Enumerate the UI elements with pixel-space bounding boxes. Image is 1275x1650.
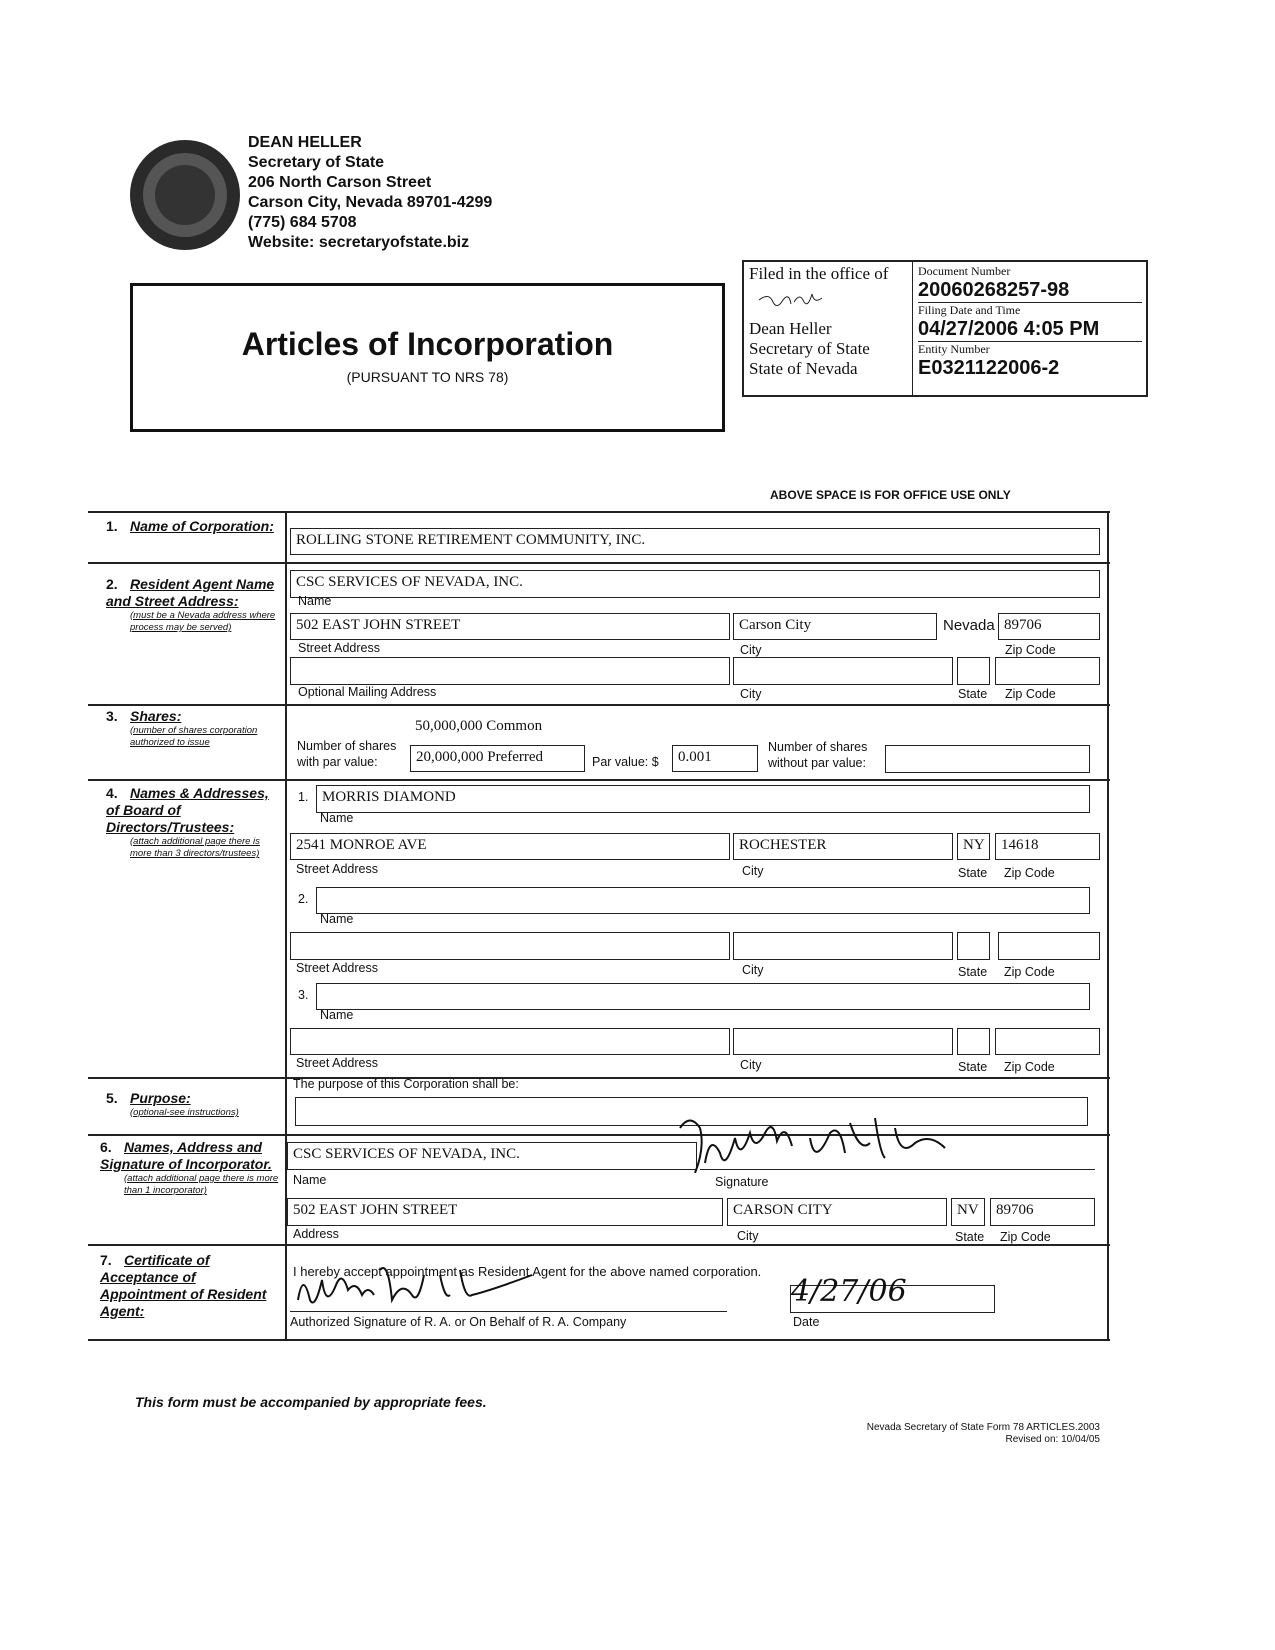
acceptance-date-handwritten: 4/27/06: [791, 1274, 907, 1309]
entity-number-label: Entity Number: [918, 342, 990, 356]
city-label: City: [742, 864, 764, 878]
filed-dean-heller: Dean Heller: [749, 319, 832, 338]
director-1-index: 1.: [298, 790, 309, 804]
name-label: Name: [320, 811, 354, 825]
name-label: Name: [320, 912, 354, 926]
city-label: City: [742, 963, 764, 977]
par-shares-label: Number of shares with par value:: [297, 739, 397, 769]
filing-stamp-box: [742, 260, 1148, 397]
city-label: City: [740, 643, 762, 657]
director-2-zip-field[interactable]: [998, 932, 1100, 960]
agent-street-field[interactable]: 502 EAST JOHN STREET: [290, 613, 730, 640]
director-3-street-field[interactable]: [290, 1028, 730, 1055]
director-1-city-field[interactable]: ROCHESTER: [733, 833, 953, 860]
filing-date-label: Filing Date and Time: [918, 303, 1021, 317]
city-label: City: [740, 1058, 762, 1072]
office-city: Carson City, Nevada 89701-4299: [248, 194, 493, 211]
filing-numbers: [914, 262, 1146, 380]
optional-mailing-label: Optional Mailing Address: [298, 685, 437, 699]
secretary-name: DEAN HELLER: [248, 134, 362, 151]
filed-state: State of Nevada: [749, 359, 858, 378]
acceptance-date-field[interactable]: [790, 1274, 995, 1313]
office-phone: (775) 684 5708: [248, 214, 357, 231]
incorporator-city-field[interactable]: CARSON CITY: [727, 1198, 947, 1226]
zip-label: Zip Code: [1004, 965, 1055, 979]
street-address-label: Street Address: [298, 641, 380, 655]
document-number-label: Document Number: [918, 264, 1011, 278]
director-3-state-field[interactable]: [957, 1028, 990, 1055]
document-number: 20060268257-98: [918, 279, 1142, 303]
acceptance-statement: I hereby accept appointment as Resident Agent for the above named corporation.: [293, 1264, 762, 1279]
entity-number: E0321122006-2: [918, 357, 1060, 379]
agent-zip-field[interactable]: 89706: [998, 613, 1100, 640]
purpose-label: The purpose of this Corporation shall be:: [293, 1077, 519, 1091]
section-4-heading: 4. Names & Addresses, of Board of Directors/Trustees: (attach additional page there is more than 3 directors/trustees): [106, 785, 269, 859]
director-1-zip-field[interactable]: 14618: [995, 833, 1100, 860]
state-label: State: [958, 965, 988, 979]
optional-mailing-address-field[interactable]: [290, 657, 730, 685]
secretary-title: Secretary of State: [248, 154, 385, 171]
state-seal-icon: [128, 138, 242, 252]
office-use-note: ABOVE SPACE IS FOR OFFICE USE ONLY: [770, 488, 1011, 502]
street-address-label: Street Address: [296, 1056, 378, 1070]
office-street: 206 North Carson Street: [248, 174, 432, 191]
street-address-label: Street Address: [296, 862, 378, 876]
section-3-heading: 3. Shares: (number of shares corporation authorized to issue: [106, 708, 258, 748]
address-label: Address: [293, 1227, 339, 1241]
no-par-shares-field[interactable]: [885, 745, 1090, 773]
form-title: Articles of Incorporation: [241, 326, 614, 362]
director-1-street-field[interactable]: 2541 MONROE AVE: [290, 833, 730, 860]
dean-heller-signature: [754, 288, 834, 312]
fees-note: This form must be accompanied by appropriate fees.: [135, 1394, 487, 1410]
signature-label: Signature: [715, 1175, 769, 1189]
zip-label: Zip Code: [1005, 687, 1056, 701]
state-label: State: [958, 687, 988, 701]
resident-agent-signature[interactable]: [290, 1260, 560, 1315]
director-2-street-field[interactable]: [290, 932, 730, 960]
agent-name-field[interactable]: CSC SERVICES OF NEVADA, INC.: [290, 570, 1100, 598]
director-3-name-field[interactable]: [316, 983, 1090, 1010]
director-2-state-field[interactable]: [957, 932, 990, 960]
section-2-heading: 2. Resident Agent Name and Street Address: (must be a Nevada address where process may be served): [106, 576, 276, 633]
section-1-heading: 1. Name of Corporation:: [106, 518, 274, 534]
agent-name-label: Name: [298, 594, 332, 608]
street-address-label: Street Address: [296, 961, 378, 975]
no-par-shares-label: Number of shares without par value:: [768, 740, 868, 770]
common-shares: 50,000,000 Common: [415, 718, 543, 734]
incorporator-zip-field[interactable]: 89706: [990, 1198, 1095, 1226]
filed-secretary: Secretary of State: [749, 339, 870, 358]
director-3-city-field[interactable]: [733, 1028, 953, 1055]
section-6-heading: 6. Names, Address and Signature of Incorporator. (attach additional page there is more than 1 incorporator): [100, 1139, 279, 1196]
name-label: Name: [320, 1008, 354, 1022]
optional-state-field[interactable]: [957, 657, 990, 685]
state-label: State: [958, 866, 988, 880]
form-id: [800, 1422, 1100, 1446]
director-3-index: 3.: [298, 988, 309, 1002]
zip-label: Zip Code: [1004, 866, 1055, 880]
incorporator-state-field[interactable]: NV: [951, 1198, 985, 1226]
date-label: Date: [793, 1315, 820, 1329]
revision-date: Revised on: 10/04/05: [1005, 1434, 1100, 1445]
par-value-label: Par value: $: [592, 755, 659, 769]
incorporator-signature[interactable]: [670, 1108, 960, 1173]
agent-city-field[interactable]: Carson City: [733, 613, 937, 640]
agent-state: Nevada: [943, 617, 995, 634]
state-label: State: [958, 1060, 988, 1074]
optional-zip-field[interactable]: [995, 657, 1100, 685]
director-2-index: 2.: [298, 892, 309, 906]
zip-label: Zip Code: [1004, 1060, 1055, 1074]
director-1-name-field[interactable]: MORRIS DIAMOND: [316, 785, 1090, 813]
city-label: City: [740, 687, 762, 701]
incorporator-name-field[interactable]: CSC SERVICES OF NEVADA, INC.: [287, 1142, 697, 1170]
form-subtitle: (PURSUANT TO NRS 78): [346, 369, 509, 385]
par-shares-field[interactable]: 20,000,000 Preferred: [410, 745, 585, 772]
zip-label: Zip Code: [1005, 643, 1056, 657]
office-website: Website: secretaryofstate.biz: [248, 234, 470, 251]
state-label: State: [955, 1230, 985, 1244]
form-number: Nevada Secretary of State Form 78 ARTICLES.2003: [866, 1422, 1100, 1433]
filed-in-office: Filed in the office of: [749, 264, 889, 283]
director-2-name-field[interactable]: [316, 887, 1090, 914]
header-block: [248, 133, 492, 253]
filing-date-time: 04/27/2006 4:05 PM: [918, 318, 1142, 342]
director-1-state-field[interactable]: NY: [957, 833, 990, 860]
name-label: Name: [293, 1173, 327, 1187]
agent-signature-label: Authorized Signature of R. A. or On Behalf of R. A. Company: [290, 1315, 627, 1329]
section-5-heading: 5. Purpose: (optional-see instructions): [106, 1090, 239, 1118]
zip-label: Zip Code: [1000, 1230, 1051, 1244]
director-2-city-field[interactable]: [733, 932, 953, 960]
city-label: City: [737, 1229, 759, 1243]
section-7-heading: 7. Certificate of Acceptance of Appointment of Resident Agent:: [100, 1252, 267, 1319]
title-box: [130, 283, 725, 432]
incorporator-address-field[interactable]: 502 EAST JOHN STREET: [287, 1198, 723, 1226]
optional-city-field[interactable]: [733, 657, 953, 685]
corporation-name-field[interactable]: ROLLING STONE RETIREMENT COMMUNITY, INC.: [290, 528, 1100, 555]
director-3-zip-field[interactable]: [995, 1028, 1100, 1055]
par-value-field[interactable]: 0.001: [672, 745, 758, 772]
